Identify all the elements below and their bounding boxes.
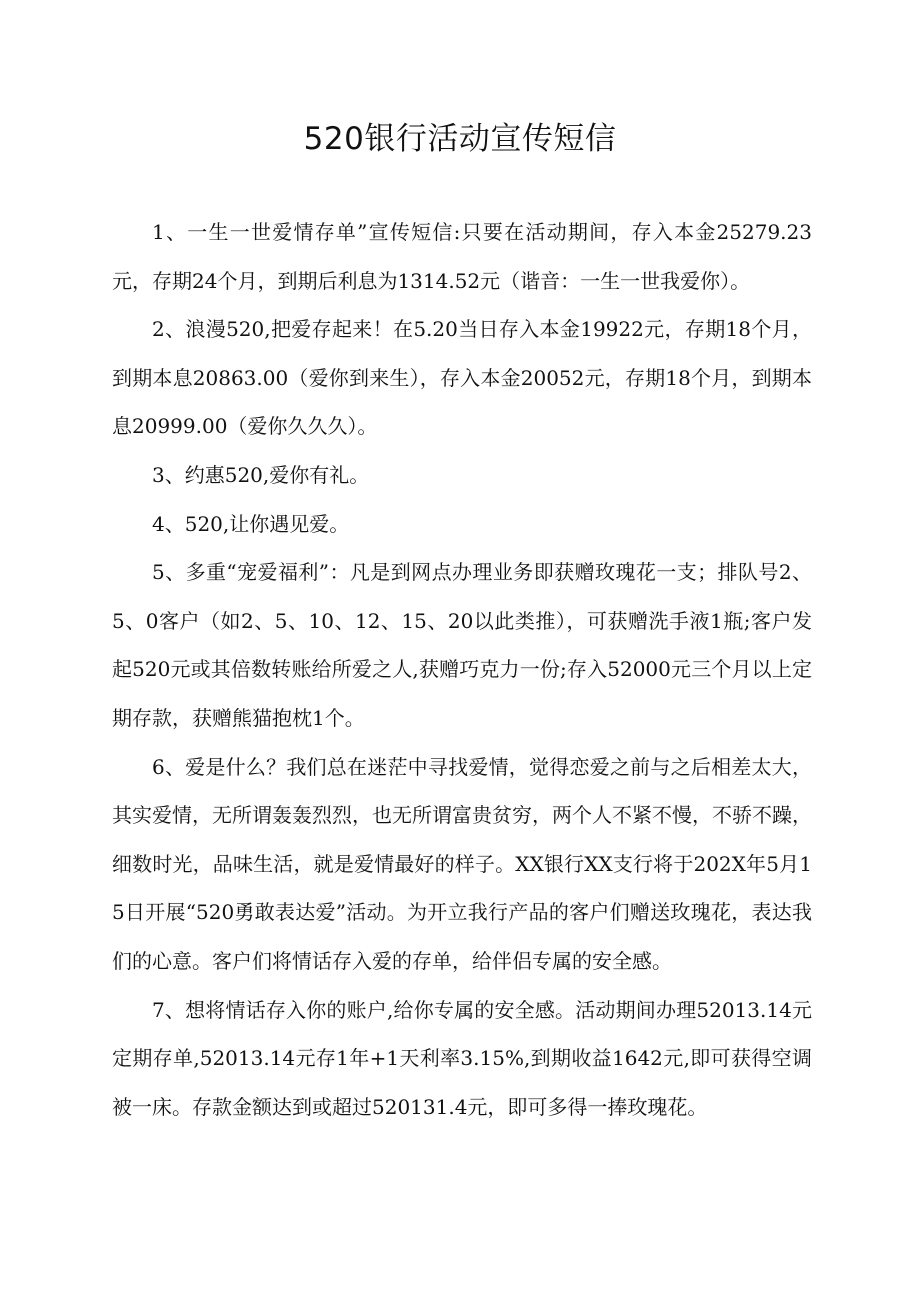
paragraph-1: 1、一生一世爱情存单”宣传短信:只要在活动期间，存入本金25279.23元，存期24个月，到期后利息为1314.52元（谐音：一生一世我爱你）。 [112, 220, 812, 293]
paragraph-7: 7、想将情话存入你的账户,给你专属的安全感。活动期间办理52013.14元定期存单,52013.14元存1年+1天利率3.15%,到期收益1642元,即可获得空调被一床。存款金额达到或超过520131.4元，即可多得一捧玫瑰花。 [112, 997, 812, 1119]
paragraph-4: 4、520,让你遇见爱。 [152, 511, 350, 536]
document-body [112, 208, 812, 1131]
page-title: 520银行活动宣传短信 [303, 121, 617, 157]
paragraph-3: 3、约惠520,爱你有礼。 [152, 462, 370, 487]
paragraph-6: 6、爱是什么？我们总在迷茫中寻找爱情，觉得恋爱之前与之后相差太大，其实爱情，无所谓轰轰烈烈，也无所谓富贵贫穷，两个人不紧不慢，不骄不躁，细数时光，品味生活，就是爱情最好的样子。XX银行XX支行将于202X年5月15日开展“520勇敢表达爱”活动。为开立我行产品的客户们赠送玫瑰花，表达我们的心意。客户们将情话存入爱的存单，给伴侣专属的安全感。 [112, 754, 812, 973]
paragraph-2: 2、浪漫520,把爱存起来！在5.20当日存入本金19922元，存期18个月，到期本息20863.00（爱你到来生），存入本金20052元，存期18个月，到期本息20999.00（爱你久久久）。 [112, 317, 812, 439]
paragraph-5: 5、多重“宠爱福利”：凡是到网点办理业务即获赠玫瑰花一支；排队号2、5、0客户（如2、5、10、12、15、20以此类推），可获赠洗手液1瓶;客户发起520元或其倍数转账给所爱之人,获赠巧克力一份;存入52000元三个月以上定期存款，获赠熊猫抱枕1个。 [112, 560, 812, 730]
